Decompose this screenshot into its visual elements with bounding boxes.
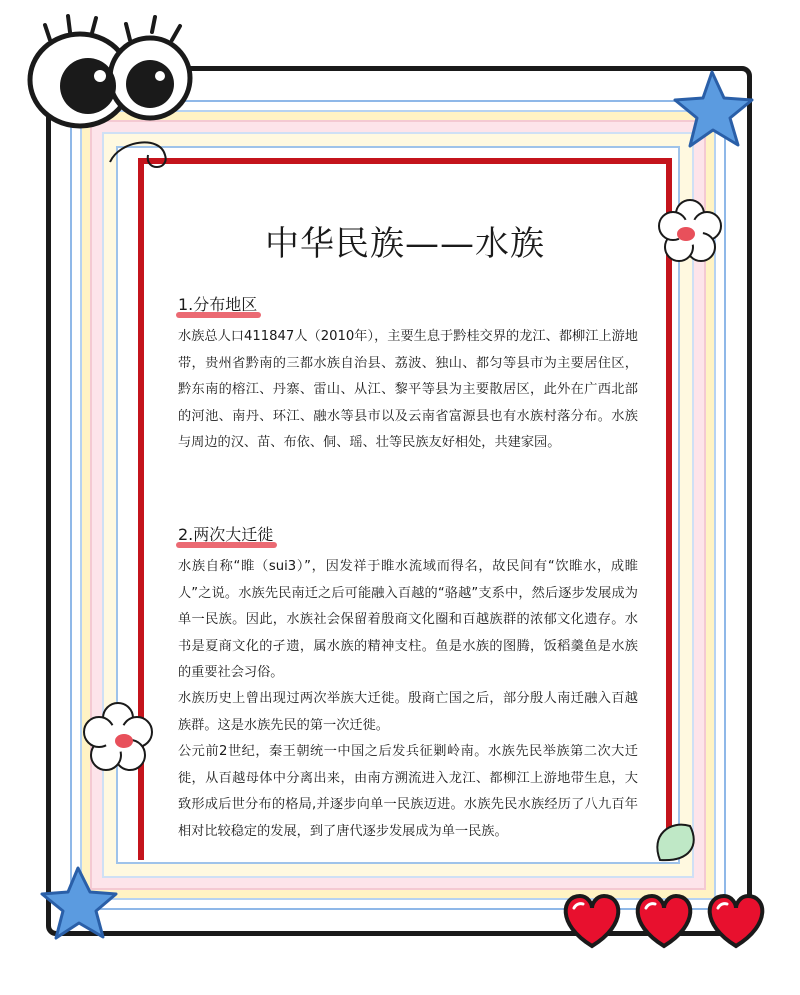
section-paragraph: 水族总人口411847人（2010年），主要生息于黔桂交界的龙江、都柳江上游地带，贵州省黔南的三都水族自治县、荔波、独山、都匀等县市为主要居住区，黔东南的榕江、丹寨、雷山、从江、黎平等县为主要散居区，此外在广西北部的河池、南丹、环江、融水等县市以及云南省富源县也有水族村落分布。水族与周边的汉、苗、布依、侗、瑶、壮等民族友好相处，共建家园。 <box>178 329 638 450</box>
section-heading <box>178 292 257 315</box>
section-paragraph: 水族自称“睢（sui3）”，因发祥于睢水流域而得名，故民间有“饮睢水，成睢人”之说。水族先民南迁之后可能融入百越的“骆越”支系中，然后逐步发展成为单一民族。因此，水族社会保留着殷商文化圈和百越族群的浓郁文化遗存。水书是夏商文化的孑遗，属水族的精神支柱。鱼是水族的图腾，饭稻羹鱼是水族的重要社会习俗。 <box>178 559 638 680</box>
page-title: 中华民族——水族 <box>265 224 545 264</box>
section-heading-text: 2.两次大迁徙 <box>178 525 274 544</box>
section-paragraph: 水族历史上曾出现过两次举族大迁徙。殷商亡国之后，部分殷人南迁融入百越族群。这是水族先民的第一次迁徙。 <box>178 691 638 733</box>
document-paper <box>138 158 672 860</box>
section-heading-text: 1.分布地区 <box>178 295 258 314</box>
section-heading <box>178 522 273 545</box>
section-paragraph: 公元前2世纪，秦王朝统一中国之后发兵征剿岭南。水族先民举族第二次大迁徙，从百越母体中分离出来，由南方溯流进入龙江、都柳江上游地带生息，大致形成后世分布的格局,并逐步向单一民族迈进。水族先民水族经历了八九百年相对比较稳定的发展，到了唐代逐步发展成为单一民族。 <box>178 744 638 839</box>
